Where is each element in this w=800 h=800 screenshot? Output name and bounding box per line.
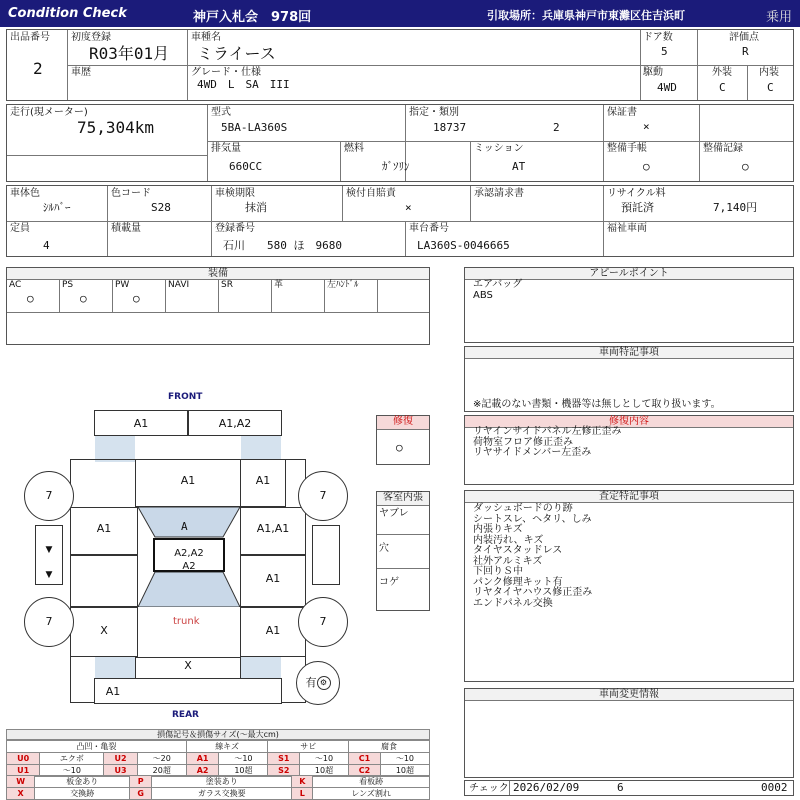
panel-fender-right: A1,A1 [240, 507, 306, 555]
panel-tail: X [184, 659, 192, 672]
check-number: 6 [617, 781, 624, 794]
equipment-label: PW [115, 280, 130, 290]
fuel-label: 燃料 [344, 143, 364, 154]
maintenance-value: ○ [643, 160, 650, 173]
front-label: FRONT [168, 392, 203, 402]
special-block [464, 346, 794, 412]
interior-title: 客室内張 [377, 492, 429, 506]
car-diagram [0, 385, 370, 725]
panel-door-right: A1 [240, 555, 306, 607]
panel-rear-bumper: A1 [94, 678, 282, 704]
note-line: エンドパネル交換 [473, 597, 553, 609]
registration-block [6, 185, 794, 257]
reg-no-value: 石川 580 ほ 9680 [223, 239, 342, 252]
check-footer [464, 780, 794, 796]
equipment-item [113, 280, 166, 312]
exterior-value: C [719, 81, 726, 94]
equipment-label: 左ﾊﾝﾄﾞﾙ [327, 280, 359, 290]
equipment-label: PS [62, 280, 74, 290]
note-line: リヤインサイドパネル左修正歪み [473, 426, 622, 437]
maint-record-label: 整備記録 [703, 143, 743, 154]
tire-rear-right: 7 [298, 597, 348, 647]
check-date: 2026/02/09 [513, 781, 580, 794]
equipment-title: 装備 [7, 268, 429, 280]
condition-check-title: Condition Check [8, 6, 127, 21]
equipment-value: ○ [80, 292, 87, 305]
model-label: 車種名 [191, 32, 221, 43]
equipment-label: 革 [274, 280, 284, 290]
warranty-label: 保証書 [607, 107, 637, 118]
panel-center: A2,A2 A2 [153, 538, 225, 572]
doors-label: ドア数 [643, 32, 673, 43]
equipment-label: AC [9, 280, 22, 290]
first-reg-label: 初度登録 [71, 32, 111, 43]
equipment-label: SR [221, 280, 233, 290]
recycle-fee: 7,140円 [713, 201, 758, 214]
note-line: シートスレ、ヘタリ、しみ [473, 513, 592, 525]
appeal-title: アピールポイント [465, 268, 793, 280]
special-title: 車両特記事項 [465, 347, 793, 359]
approval-label: 承認請求書 [474, 188, 524, 199]
model-name: ミライース [197, 44, 276, 63]
spec-value-2: 2 [553, 121, 560, 134]
interior-tear: ヤブレ [379, 508, 409, 519]
panel-hood-right: A1 [241, 459, 286, 507]
panel-fender-left: A1 [70, 507, 138, 555]
category-label: 乗用 [766, 10, 793, 25]
color-code-label: 色コード [111, 188, 151, 199]
note-line: リヤサイドメンバー左歪み [473, 447, 592, 458]
mirror-left-front: ▼ [35, 525, 63, 585]
equipment-value: ○ [133, 292, 140, 305]
capacity-label: 定員 [10, 223, 30, 234]
inspection-notes-title: 査定特記事項 [465, 491, 793, 503]
grade-label: グレード・仕様 [191, 67, 261, 78]
damage-legend [6, 729, 430, 797]
equipment-value: ○ [27, 292, 34, 305]
mission-label: ミッション [474, 143, 524, 154]
panel-rear-door-right: A1 [240, 607, 306, 657]
tire-front-left: 7 [24, 471, 74, 521]
grade-value: 4WD L SA III [197, 78, 290, 91]
repair-title: 修復内容 [465, 416, 793, 428]
recycle-status: 預託済 [621, 201, 654, 214]
pickup-location: 引取場所：兵庫県神戸市東灘区住吉浜町 [487, 9, 685, 22]
equipment-item [60, 280, 113, 312]
fuel-value: ｶﾞｿﾘﾝ [382, 160, 410, 173]
note-line: 荷物室フロア修正歪み [473, 436, 573, 448]
change-info-title: 車両変更情報 [465, 689, 793, 701]
spec-value-1: 18737 [433, 121, 467, 134]
capacity-value: 4 [43, 239, 50, 252]
mileage-label: 走行(現メーター) [10, 107, 88, 118]
interior-burn: コゲ [379, 577, 399, 588]
spare-tire: 有 ⚙ [296, 661, 340, 705]
mirror-right [312, 525, 340, 585]
load-label: 積載量 [111, 223, 141, 234]
note-line: ダッシュボードのり跡 [473, 503, 573, 514]
rear-label: REAR [172, 710, 199, 720]
note-line: エアバッグ [473, 279, 523, 290]
header-bar [0, 0, 800, 27]
self-insurance-label: 検付自賠責 [346, 188, 396, 199]
color-code-value: S28 [151, 201, 171, 214]
note-line: リヤタイヤハウス修正歪み [473, 587, 593, 598]
doors-value: 5 [661, 45, 668, 58]
vehicle-info-block [6, 29, 794, 101]
panel-hood-left: A1 [135, 459, 241, 507]
repair-mark-value: ○ [396, 441, 403, 454]
color-value: ｼﾙﾊﾞｰ [43, 201, 71, 214]
interior-label: 内装 [759, 67, 779, 78]
lot-number: 2 [33, 59, 43, 78]
note-line: タイヤスタッドレス [473, 545, 563, 556]
mirror-left-rear: ▼ [45, 570, 53, 580]
exterior-label: 外装 [712, 67, 732, 78]
panel-roof-label: A [181, 520, 188, 533]
inspection-notes-lines [473, 504, 592, 609]
panel-front-right: A1,A2 [188, 410, 282, 436]
tire-rear-left: 7 [24, 597, 74, 647]
inspection-value: 抹消 [245, 201, 267, 214]
note-line: 内張りキズ [473, 524, 523, 535]
panel-door-left [70, 555, 138, 607]
repair-lines [473, 427, 622, 459]
inspection-notes-block [464, 490, 794, 682]
warranty-value: × [643, 120, 650, 133]
equipment-item [325, 280, 378, 312]
equipment-item [219, 280, 272, 312]
note-line: 内装汚れ、キズ [473, 534, 544, 546]
panel-rear-door-left: X [70, 607, 138, 657]
appeal-block [464, 267, 794, 343]
legend-mark-table: W 板金あり P 塗装あり K 看板跡 X 交換跡 G ガラス交換要 L レンズ割れ [6, 775, 430, 800]
equipment-block [6, 267, 430, 345]
interior-hole: 穴 [379, 543, 389, 554]
legend-title: 損傷記号＆損傷サイズ(～最大cm) [6, 729, 430, 740]
score-value: R [742, 45, 749, 58]
displacement-label: 排気量 [211, 143, 241, 154]
lot-label: 出品番号 [10, 32, 50, 43]
special-note: ※記載のない書類・機器等は無しとして取り扱います。 [473, 399, 721, 410]
trunk-label: trunk [173, 616, 200, 627]
check-code: 0002 [761, 781, 788, 794]
interior-box [376, 491, 430, 611]
equipment-item [272, 280, 325, 312]
inspection-label: 車検期限 [215, 188, 255, 199]
maint-record-value: ○ [742, 160, 749, 173]
reg-no-label: 登録番号 [215, 223, 255, 234]
equipment-item [166, 280, 219, 312]
recycle-label: リサイクル料 [607, 188, 666, 199]
first-reg-value: R03年01月 [89, 44, 170, 63]
maintenance-label: 整備手帳 [607, 143, 647, 154]
displacement-value: 660CC [229, 160, 263, 173]
welfare-label: 福祉車両 [607, 223, 647, 234]
spec-block [6, 104, 794, 182]
tire-front-right: 7 [298, 471, 348, 521]
auction-title: 神戸入札会 978回 [193, 10, 312, 25]
repair-block [464, 415, 794, 485]
drive-label: 駆動 [643, 67, 663, 78]
change-info-block [464, 688, 794, 778]
self-insurance-value: × [405, 201, 412, 214]
equipment-label: NAVI [168, 280, 190, 290]
note-line: ABS [473, 289, 493, 301]
type-label: 型式 [211, 107, 231, 118]
chassis-label: 車台番号 [409, 223, 449, 234]
note-line: 下回りＳ中 [473, 566, 523, 577]
type-value: 5BA-LA360S [221, 121, 288, 134]
mileage-value: 75,304km [77, 118, 155, 137]
score-label: 評価点 [729, 32, 759, 43]
note-line: パンク修理キット有 [473, 576, 563, 588]
chassis-value: LA360S-0046665 [417, 239, 510, 252]
repair-mark-title: 修復 [377, 416, 429, 430]
repair-mark-box [376, 415, 430, 465]
check-label: チェック [469, 783, 509, 794]
mission-value: AT [512, 160, 526, 173]
panel-front-left: A1 [94, 410, 188, 436]
legend-size-table: 凸凹・亀裂 線キズ サビ 腐食 U0 エクボ U2 ～20 A1 ～10 S1 ～10 C1 ～10 U1 ～10 U3 20超 A2 10超 S2 10超 C2 10超 [6, 740, 430, 777]
color-label: 車体色 [10, 188, 40, 199]
spec-label: 指定・類別 [409, 107, 459, 118]
appeal-lines [473, 280, 522, 301]
note-line: 社外アルミキズ [473, 555, 543, 567]
interior-value: C [767, 81, 774, 94]
equipment-item [7, 280, 60, 312]
history-label: 車歴 [71, 67, 91, 78]
drive-value: 4WD [657, 81, 677, 94]
